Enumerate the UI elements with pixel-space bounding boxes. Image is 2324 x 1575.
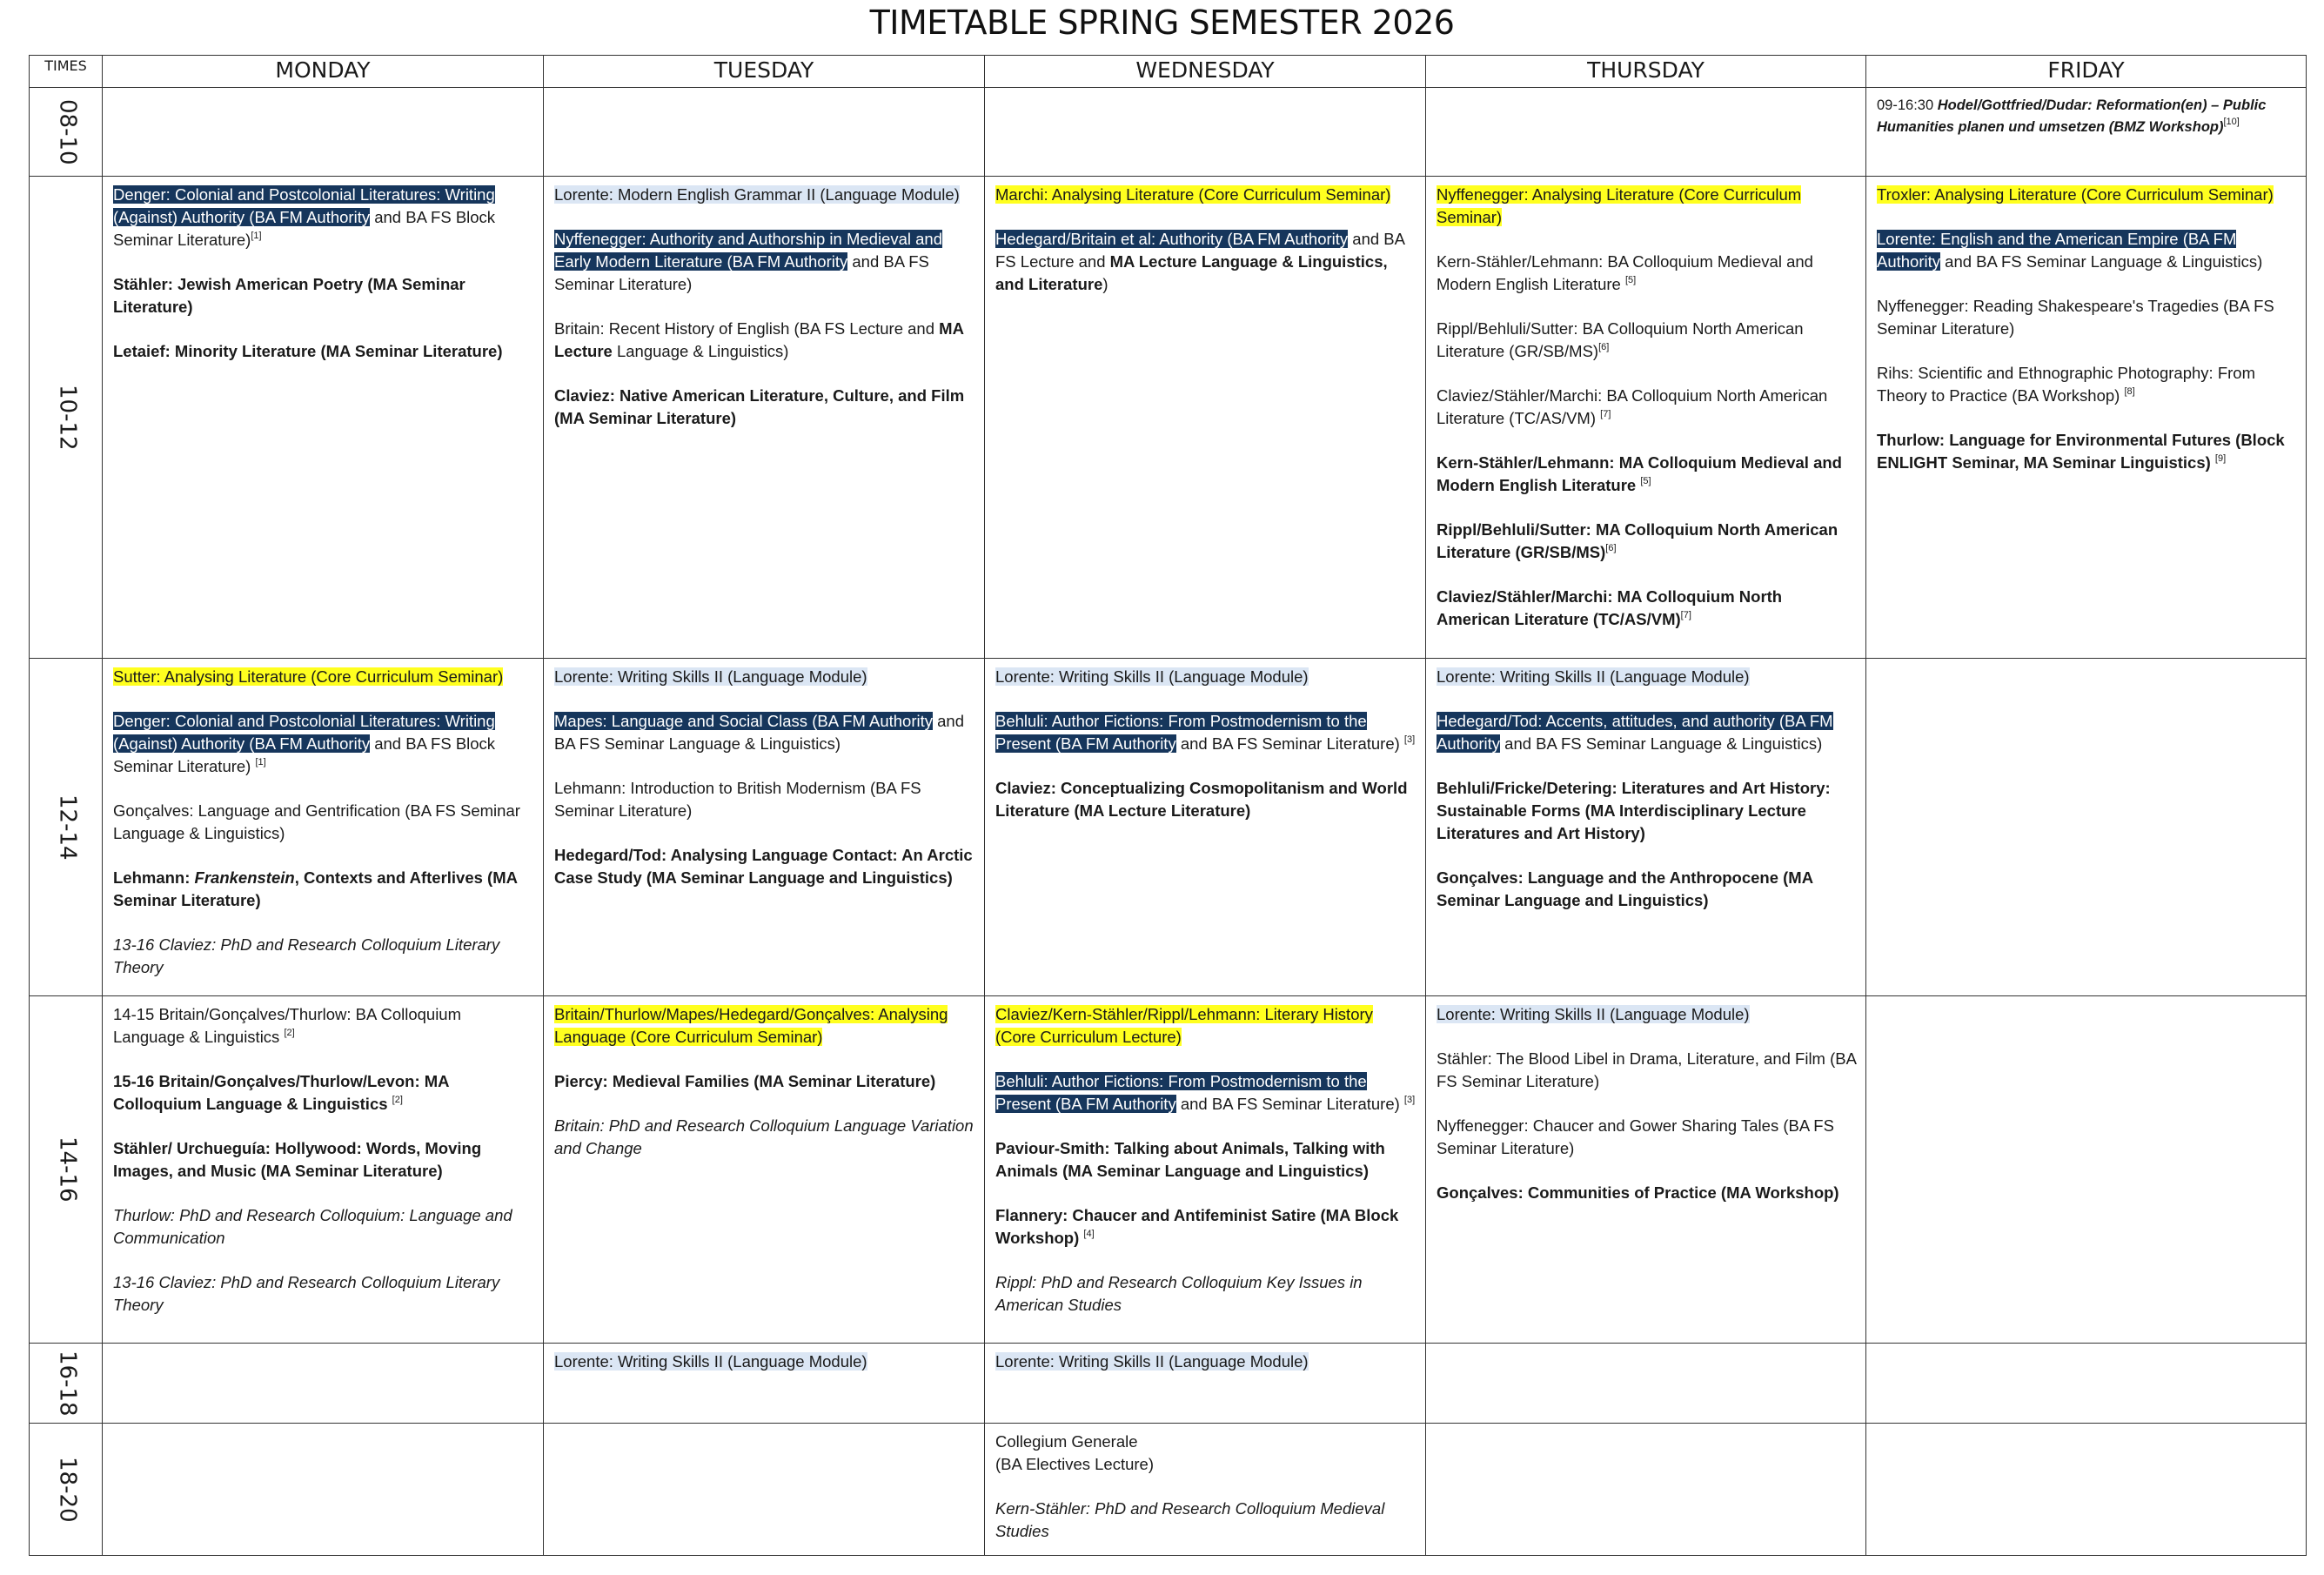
time-slot-cell	[30, 177, 103, 659]
entry-text: Gonçalves: Language and the Anthropocene (MA Seminar Language and Linguistics)	[1437, 868, 1813, 910]
slot-thursday-14-16	[1426, 995, 1866, 1343]
course-entry	[113, 184, 534, 251]
entry-text: 14-15 Britain/Gonçalves/Thurlow: BA Colloquium Language & Linguistics	[113, 1004, 461, 1046]
slot-friday-14-16	[1866, 995, 2307, 1343]
slot-tuesday-18-20	[544, 1424, 985, 1556]
highlighted-text: Nyffenegger: Analysing Literature (Core Curriculum Seminar)	[1437, 185, 1802, 227]
slot-wednesday-16-18	[985, 1344, 1426, 1424]
course-entry	[113, 666, 534, 688]
course-entry	[554, 1115, 975, 1160]
highlighted-text: Lorente: English and the American Empire (BA FM Authority	[1877, 230, 2237, 271]
course-entry	[1437, 1003, 1857, 1026]
highlighted-text: Marchi: Analysing Literature (Core Curriculum Seminar)	[995, 185, 1391, 204]
entry-text: and BA FS Seminar Language & Linguistics)	[1940, 252, 2263, 271]
course-entry	[1437, 586, 1857, 631]
highlighted-text: Lorente: Writing Skills II (Language Module)	[554, 1352, 867, 1371]
entry-text: Nyffenegger: Chaucer and Gower Sharing Tales (BA FS Seminar Literature)	[1437, 1116, 1834, 1157]
entry-text: and BA FS Block Seminar Literature)	[113, 734, 496, 776]
course-entry	[554, 1003, 975, 1049]
entry-text: )	[1102, 275, 1108, 294]
slot-monday-18-20	[103, 1424, 544, 1556]
course-entry	[113, 340, 534, 363]
highlighted-text: Lorente: Modern English Grammar II (Language Module)	[554, 185, 960, 204]
highlighted-text: Behluli: Author Fictions: From Postmodernism to the Present (BA FM Authority	[995, 712, 1367, 754]
entry-text: Flannery: Chaucer and Antifeminist Satire (MA Block Workshop)	[995, 1205, 1399, 1247]
course-entry	[1437, 385, 1857, 430]
footnote-ref: [1]	[251, 231, 262, 242]
slot-friday-08-10	[1866, 88, 2307, 177]
slot-wednesday-18-20	[985, 1424, 1426, 1556]
highlighted-text: Britain/Thurlow/Mapes/Hedegard/Gonçalves: Analysing Language (Core Curriculum Seminar)	[554, 1004, 948, 1046]
highlighted-text: Lorente: Writing Skills II (Language Module)	[554, 667, 867, 687]
time-slot-label: 10-12	[54, 385, 81, 451]
course-entry	[995, 710, 1417, 755]
entry-text: Claviez: Conceptualizing Cosmopolitanism and World Literature (MA Lecture Literature)	[995, 779, 1408, 821]
slot-monday-12-14	[103, 659, 544, 995]
course-entry	[995, 228, 1417, 296]
time-row	[30, 177, 2307, 659]
course-entry	[113, 1137, 534, 1183]
course-entry	[554, 318, 975, 363]
day-header-friday: FRIDAY	[1866, 56, 2307, 88]
highlighted-text: Denger: Colonial and Postcolonial Literatures: Writing (Against) Authority (BA FM Authority	[113, 712, 495, 754]
entry-text: Letaief: Minority Literature (MA Seminar Literature)	[113, 342, 503, 361]
slot-wednesday-08-10	[985, 88, 1426, 177]
entry-text: Gonçalves: Language and Gentrification (BA FS Seminar Language & Linguistics)	[113, 801, 520, 843]
slot-friday-18-20	[1866, 1424, 2307, 1556]
time-slot-label: 12-14	[54, 794, 81, 861]
course-entry	[1877, 429, 2297, 474]
slot-thursday-18-20	[1426, 1424, 1866, 1556]
highlighted-text: Troxler: Analysing Literature (Core Curriculum Seminar)	[1877, 185, 2274, 204]
footnote-ref: [3]	[1403, 734, 1416, 746]
course-entry	[554, 1350, 975, 1373]
footnote-ref: [6]	[1598, 342, 1610, 353]
day-header-tuesday: TUESDAY	[544, 56, 985, 88]
entry-text: Stähler: The Blood Libel in Drama, Literature, and Film (BA FS Seminar Literature)	[1437, 1049, 1856, 1090]
course-entry	[554, 844, 975, 889]
course-entry	[1877, 362, 2297, 407]
course-entry	[554, 710, 975, 755]
time-slot-cell	[30, 1344, 103, 1424]
entry-text: and BA FS Seminar Language & Linguistics)	[1500, 734, 1823, 754]
course-entry	[113, 934, 534, 979]
course-entry	[1437, 452, 1857, 497]
course-entry	[995, 1431, 1417, 1476]
time-row	[30, 1424, 2307, 1556]
highlighted-text: Lorente: Writing Skills II (Language Module)	[995, 667, 1309, 687]
slot-thursday-08-10	[1426, 88, 1866, 177]
entry-text: Behluli/Fricke/Detering: Literatures and Art History: Sustainable Forms (MA Interdisciplinary Lecture Literatures and Art History)	[1437, 779, 1831, 843]
entry-text: Claviez: Native American Literature, Culture, and Film (MA Seminar Literature)	[554, 386, 965, 428]
course-entry	[995, 1350, 1417, 1373]
course-entry	[554, 666, 975, 688]
slot-wednesday-14-16	[985, 995, 1426, 1343]
time-slot-label: 08-10	[54, 98, 81, 165]
entry-text: (BA Electives Lecture)	[995, 1455, 1154, 1474]
entry-text: Hedegard/Tod: Analysing Language Contact: An Arctic Case Study (MA Seminar Language and Linguistics)	[554, 846, 973, 888]
course-entry	[1437, 184, 1857, 229]
course-entry	[1437, 867, 1857, 912]
time-row	[30, 659, 2307, 995]
entry-text: and BA FS Seminar Literature)	[1175, 734, 1404, 754]
course-entry	[1877, 184, 2297, 206]
footnote-ref: [7]	[1600, 409, 1611, 420]
course-entry	[1437, 251, 1857, 296]
course-entry	[113, 1204, 534, 1250]
entry-text: Stähler: Jewish American Poetry (MA Seminar Literature)	[113, 275, 465, 317]
slot-friday-10-12	[1866, 177, 2307, 659]
course-entry	[995, 777, 1417, 822]
entry-text: Gonçalves: Communities of Practice (MA Workshop)	[1437, 1183, 1839, 1202]
time-slot-label: 16-18	[54, 1350, 81, 1417]
entry-text: Kern-Stähler/Lehmann: MA Colloquium Medieval and Modern English Literature	[1437, 453, 1842, 495]
day-header-thursday: THURSDAY	[1426, 56, 1866, 88]
slot-friday-16-18	[1866, 1344, 2307, 1424]
entry-text: and BA FS Lecture and	[995, 230, 1404, 271]
course-entry	[113, 1070, 534, 1116]
highlighted-text: Claviez/Kern-Stähler/Rippl/Lehmann: Literary History (Core Curriculum Lecture)	[995, 1004, 1373, 1046]
time-slot-label: 14-16	[54, 1136, 81, 1203]
entry-text: 15-16 Britain/Gonçalves/Thurlow/Levon: MA Colloquium Language & Linguistics	[113, 1071, 449, 1113]
slot-tuesday-12-14	[544, 659, 985, 995]
entry-text: Frankenstein	[194, 868, 295, 888]
footnote-ref: [7]	[1680, 610, 1691, 621]
course-entry	[995, 1498, 1417, 1543]
entry-text: Lehmann: Introduction to British Modernism (BA FS Seminar Literature)	[554, 779, 921, 821]
highlighted-text: Behluli: Author Fictions: From Postmodernism to the Present (BA FM Authority	[995, 1071, 1367, 1113]
entry-text: MA Lecture	[554, 319, 964, 361]
time-slot-label: 18-20	[54, 1456, 81, 1523]
time-slot-cell	[30, 88, 103, 177]
footnote-ref: [2]	[392, 1094, 403, 1105]
entry-text: Language & Linguistics)	[612, 342, 789, 361]
course-entry	[995, 666, 1417, 688]
slot-friday-12-14	[1866, 659, 2307, 995]
entry-text: Rihs: Scientific and Ethnographic Photography: From Theory to Practice (BA Workshop)	[1877, 364, 2255, 405]
entry-text: and BA FS Seminar Language & Linguistics)	[554, 712, 965, 754]
highlighted-text: Lorente: Writing Skills II (Language Module)	[1437, 667, 1750, 687]
entry-text: Paviour-Smith: Talking about Animals, Talking with Animals (MA Seminar Language and Linguistics)	[995, 1138, 1385, 1180]
footnote-ref: [2]	[284, 1027, 295, 1038]
entry-text: Rippl: PhD and Research Colloquium Key Issues in American Studies	[995, 1272, 1363, 1314]
slot-wednesday-10-12	[985, 177, 1426, 659]
course-entry	[995, 1271, 1417, 1317]
highlighted-text: Hedegard/Tod: Accents, attitudes, and authority (BA FM Authority	[1437, 712, 1833, 754]
course-entry	[1437, 666, 1857, 688]
time-slot-cell	[30, 659, 103, 995]
course-entry	[1437, 1182, 1857, 1204]
entry-text: Stähler/ Urchueguía: Hollywood: Words, Moving Images, and Music (MA Seminar Literature)	[113, 1138, 482, 1180]
highlighted-text: Lorente: Writing Skills II (Language Module)	[1437, 1004, 1750, 1023]
time-row	[30, 1344, 2307, 1424]
highlighted-text: Hedegard/Britain et al: Authority (BA FM Authority	[995, 230, 1349, 249]
day-header-wednesday: WEDNESDAY	[985, 56, 1426, 88]
slot-wednesday-12-14	[985, 659, 1426, 995]
course-entry	[554, 777, 975, 822]
entry-text: Rippl/Behluli/Sutter: MA Colloquium North American Literature (GR/SB/MS)	[1437, 520, 1838, 562]
course-entry	[554, 1070, 975, 1093]
footnote-ref: [3]	[1403, 1094, 1416, 1105]
entry-text: Thurlow: Language for Environmental Futures (Block ENLIGHT Seminar, MA Seminar Linguistics)	[1877, 431, 2285, 473]
course-entry	[1877, 295, 2297, 340]
footnote-ref: [8]	[2124, 386, 2135, 398]
course-entry	[113, 710, 534, 778]
entry-text: Kern-Stähler: PhD and Research Colloquium Medieval Studies	[995, 1499, 1385, 1541]
time-slot-cell	[30, 1424, 103, 1556]
slot-tuesday-10-12	[544, 177, 985, 659]
entry-text: Claviez/Stähler/Marchi: MA Colloquium North American Literature (TC/AS/VM)	[1437, 587, 1783, 629]
entry-text: Lehmann:	[113, 868, 195, 888]
entry-text: 13-16 Claviez: PhD and Research Colloquium Literary Theory	[113, 1272, 500, 1314]
entry-text: Britain: PhD and Research Colloquium Language Variation and Change	[554, 1116, 974, 1157]
course-entry	[995, 1204, 1417, 1250]
course-entry	[1437, 777, 1857, 845]
course-entry	[113, 273, 534, 318]
course-entry	[1437, 318, 1857, 363]
entry-text: Kern-Stähler/Lehmann: BA Colloquium Medieval and Modern English Literature	[1437, 252, 1813, 294]
highlighted-text: Lorente: Writing Skills II (Language Module)	[995, 1352, 1309, 1371]
course-entry	[1437, 1115, 1857, 1160]
slot-tuesday-16-18	[544, 1344, 985, 1424]
course-entry	[995, 1137, 1417, 1183]
slot-thursday-16-18	[1426, 1344, 1866, 1424]
entry-text: Claviez/Stähler/Marchi: BA Colloquium North American Literature (TC/AS/VM)	[1437, 386, 1828, 428]
course-entry	[113, 1003, 534, 1049]
course-entry	[995, 1070, 1417, 1116]
entry-text: Rippl/Behluli/Sutter: BA Colloquium North American Literature (GR/SB/MS)	[1437, 319, 1804, 361]
entry-text: Thurlow: PhD and Research Colloquium: Language and Communication	[113, 1205, 512, 1247]
slot-thursday-10-12	[1426, 177, 1866, 659]
slot-monday-10-12	[103, 177, 544, 659]
entry-text: and BA FS Block Seminar Literature)	[113, 208, 496, 250]
footnote-ref: [1]	[255, 757, 266, 768]
entry-text: Collegium Generale	[995, 1432, 1138, 1451]
entry-text: and BA FS Seminar Literature)	[554, 252, 929, 294]
highlighted-text: Nyffenegger: Authority and Authorship in Medieval and Early Modern Literature (BA FM Authority	[554, 230, 943, 271]
course-entry	[1437, 1048, 1857, 1093]
slot-monday-14-16	[103, 995, 544, 1343]
time-slot-cell	[30, 995, 103, 1343]
course-entry	[995, 1003, 1417, 1049]
highlighted-text: Denger: Colonial and Postcolonial Literatures: Writing (Against) Authority (BA FM Authority	[113, 185, 495, 227]
course-entry	[554, 228, 975, 296]
highlighted-text: Mapes: Language and Social Class (BA FM Authority	[554, 712, 933, 731]
course-entry	[1877, 95, 2297, 138]
course-entry	[1877, 228, 2297, 273]
entry-text: and BA FS Seminar Literature)	[1175, 1094, 1404, 1113]
entry-text: Nyffenegger: Reading Shakespeare's Tragedies (BA FS Seminar Literature)	[1877, 297, 2274, 338]
slot-tuesday-08-10	[544, 88, 985, 177]
entry-text: Britain: Recent History of English (BA FS Lecture and	[554, 319, 940, 338]
entry-text: MA Lecture Language & Linguistics, and Literature	[995, 252, 1388, 294]
course-entry	[1437, 519, 1857, 564]
highlighted-text: Sutter: Analysing Literature (Core Curriculum Seminar)	[113, 667, 504, 687]
day-header-monday: MONDAY	[103, 56, 544, 88]
footnote-ref: [4]	[1083, 1228, 1095, 1239]
time-row	[30, 88, 2307, 177]
timetable	[29, 55, 2307, 1556]
header-row	[30, 56, 2307, 88]
course-entry	[554, 184, 975, 206]
time-row	[30, 995, 2307, 1343]
page-title: TIMETABLE SPRING SEMESTER 2026	[869, 3, 1455, 42]
entry-text: , Contexts and Afterlives (MA Seminar Literature)	[113, 868, 518, 910]
course-entry	[113, 867, 534, 912]
course-entry	[554, 385, 975, 430]
course-entry	[1437, 710, 1857, 755]
slot-thursday-12-14	[1426, 659, 1866, 995]
footnote-ref: [9]	[2214, 453, 2227, 465]
footnote-ref: [10]	[2223, 117, 2240, 127]
course-entry	[995, 184, 1417, 206]
times-header: TIMES	[30, 56, 103, 88]
footnote-ref: [6]	[1605, 543, 1617, 554]
entry-text: Hodel/Gottfried/Dudar: Reformation(en) – Public Humanities planen und umsetzen (BMZ Workshop)	[1877, 97, 2267, 135]
footnote-ref: [5]	[1640, 476, 1651, 487]
course-entry	[113, 1271, 534, 1317]
entry-text: 13-16 Claviez: PhD and Research Colloquium Literary Theory	[113, 935, 500, 977]
entry-text: 09-16:30	[1877, 97, 1938, 113]
footnote-ref: [5]	[1624, 275, 1637, 286]
entry-text: Piercy: Medieval Families (MA Seminar Literature)	[554, 1071, 936, 1090]
course-entry	[113, 800, 534, 845]
slot-monday-08-10	[103, 88, 544, 177]
slot-monday-16-18	[103, 1344, 544, 1424]
slot-tuesday-14-16	[544, 995, 985, 1343]
